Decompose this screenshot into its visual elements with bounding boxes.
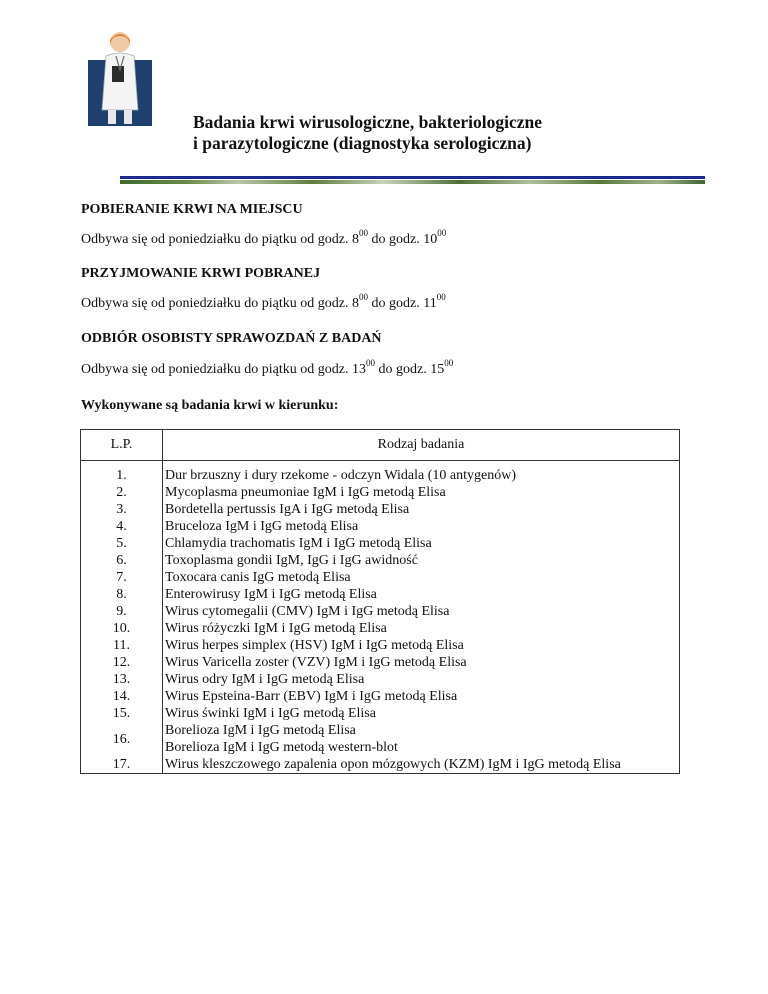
table-row bbox=[81, 739, 680, 756]
row-number: 13. bbox=[81, 671, 163, 688]
test-name: Toxocara canis IgG metodą Elisa bbox=[163, 569, 680, 586]
section-text-intake: Odbywa się od poniedziałku do piątku od godz. $8^{00}$ do godz. $11^{00}$ bbox=[81, 292, 446, 311]
test-name: Wirus odry IgM i IgG metodą Elisa bbox=[163, 671, 680, 688]
row-number: 2. bbox=[81, 484, 163, 501]
row-number: 8. bbox=[81, 586, 163, 603]
test-name: Bordetella pertussis IgA i IgG metodą Elisa bbox=[163, 501, 680, 518]
table-row bbox=[81, 620, 680, 637]
row-number: 9. bbox=[81, 603, 163, 620]
table-row bbox=[81, 586, 680, 603]
row-number: 10. bbox=[81, 620, 163, 637]
test-name: Toxoplasma gondii IgM, IgG i IgG awidność bbox=[163, 552, 680, 569]
row-number: 7. bbox=[81, 569, 163, 586]
table-row bbox=[81, 569, 680, 586]
table-header-row bbox=[81, 430, 680, 461]
table-row bbox=[81, 552, 680, 569]
table-row bbox=[81, 671, 680, 688]
title-line-1: Badania krwi wirusologiczne, bakteriologiczne bbox=[193, 112, 543, 132]
table-row bbox=[81, 688, 680, 705]
document-title bbox=[193, 112, 542, 154]
table-row bbox=[81, 535, 680, 552]
test-name: Borelioza IgM i IgG metodą Elisa bbox=[163, 722, 680, 739]
column-header-name: Rodzaj badania bbox=[163, 430, 680, 461]
test-name: Wirus kleszczowego zapalenia opon mózgowych (KZM) IgM i IgG metodą Elisa bbox=[163, 756, 680, 774]
table-row bbox=[81, 756, 680, 774]
table-row bbox=[81, 461, 680, 485]
section-heading-collection: POBIERANIE KRWI NA MIEJSCU bbox=[81, 202, 303, 217]
row-number: 16. bbox=[81, 722, 163, 756]
test-name: Wirus cytomegalii (CMV) IgM i IgG metodą Elisa bbox=[163, 603, 680, 620]
tests-table bbox=[80, 429, 680, 774]
row-number: 1. bbox=[81, 461, 163, 485]
table-row bbox=[81, 501, 680, 518]
section-text-collection: Odbywa się od poniedziałku do piątku od godz. $8^{00}$ do godz. $10^{00}$ bbox=[81, 228, 447, 247]
table-row bbox=[81, 654, 680, 671]
column-header-lp: L.P. bbox=[81, 430, 163, 461]
test-name: Borelioza IgM i IgG metodą western-blot bbox=[163, 739, 680, 756]
table-row bbox=[81, 518, 680, 535]
test-name: Wirus Varicella zoster (VZV) IgM i IgG metodą Elisa bbox=[163, 654, 680, 671]
row-number: 15. bbox=[81, 705, 163, 722]
table-row bbox=[81, 705, 680, 722]
row-number: 14. bbox=[81, 688, 163, 705]
section-heading-intake: PRZYJMOWANIE KRWI POBRANEJ bbox=[81, 266, 321, 281]
row-number: 6. bbox=[81, 552, 163, 569]
test-name: Mycoplasma pneumoniae IgM i IgG metodą Elisa bbox=[163, 484, 680, 501]
row-number: 5. bbox=[81, 535, 163, 552]
test-name: Chlamydia trachomatis IgM i IgG metodą Elisa bbox=[163, 535, 680, 552]
doctor-icon bbox=[88, 30, 152, 126]
table-row bbox=[81, 603, 680, 620]
section-heading-reports: ODBIÓR OSOBISTY SPRAWOZDAŃ Z BADAŃ bbox=[81, 331, 382, 346]
row-number: 11. bbox=[81, 637, 163, 654]
table-row bbox=[81, 484, 680, 501]
test-name: Dur brzuszny i dury rzekome - odczyn Widala (10 antygenów) bbox=[163, 461, 680, 485]
table-row bbox=[81, 722, 680, 739]
row-number: 3. bbox=[81, 501, 163, 518]
list-heading: Wykonywane są badania krwi w kierunku: bbox=[81, 398, 339, 413]
table-row bbox=[81, 637, 680, 654]
test-name: Wirus świnki IgM i IgG metodą Elisa bbox=[163, 705, 680, 722]
decorative-divider bbox=[120, 176, 705, 184]
test-name: Enterowirusy IgM i IgG metodą Elisa bbox=[163, 586, 680, 603]
row-number: 12. bbox=[81, 654, 163, 671]
test-name: Bruceloza IgM i IgG metodą Elisa bbox=[163, 518, 680, 535]
title-line-2: i parazytologiczne (diagnostyka serologiczna) bbox=[193, 133, 532, 153]
test-name: Wirus różyczki IgM i IgG metodą Elisa bbox=[163, 620, 680, 637]
test-name: Wirus herpes simplex (HSV) IgM i IgG metodą Elisa bbox=[163, 637, 680, 654]
row-number: 4. bbox=[81, 518, 163, 535]
section-text-reports: Odbywa się od poniedziałku do piątku od godz. $13^{00}$ do godz. $15^{00}$ bbox=[81, 358, 454, 377]
test-name: Wirus Epsteina-Barr (EBV) IgM i IgG metodą Elisa bbox=[163, 688, 680, 705]
row-number: 17. bbox=[81, 756, 163, 774]
table-body bbox=[81, 461, 680, 774]
